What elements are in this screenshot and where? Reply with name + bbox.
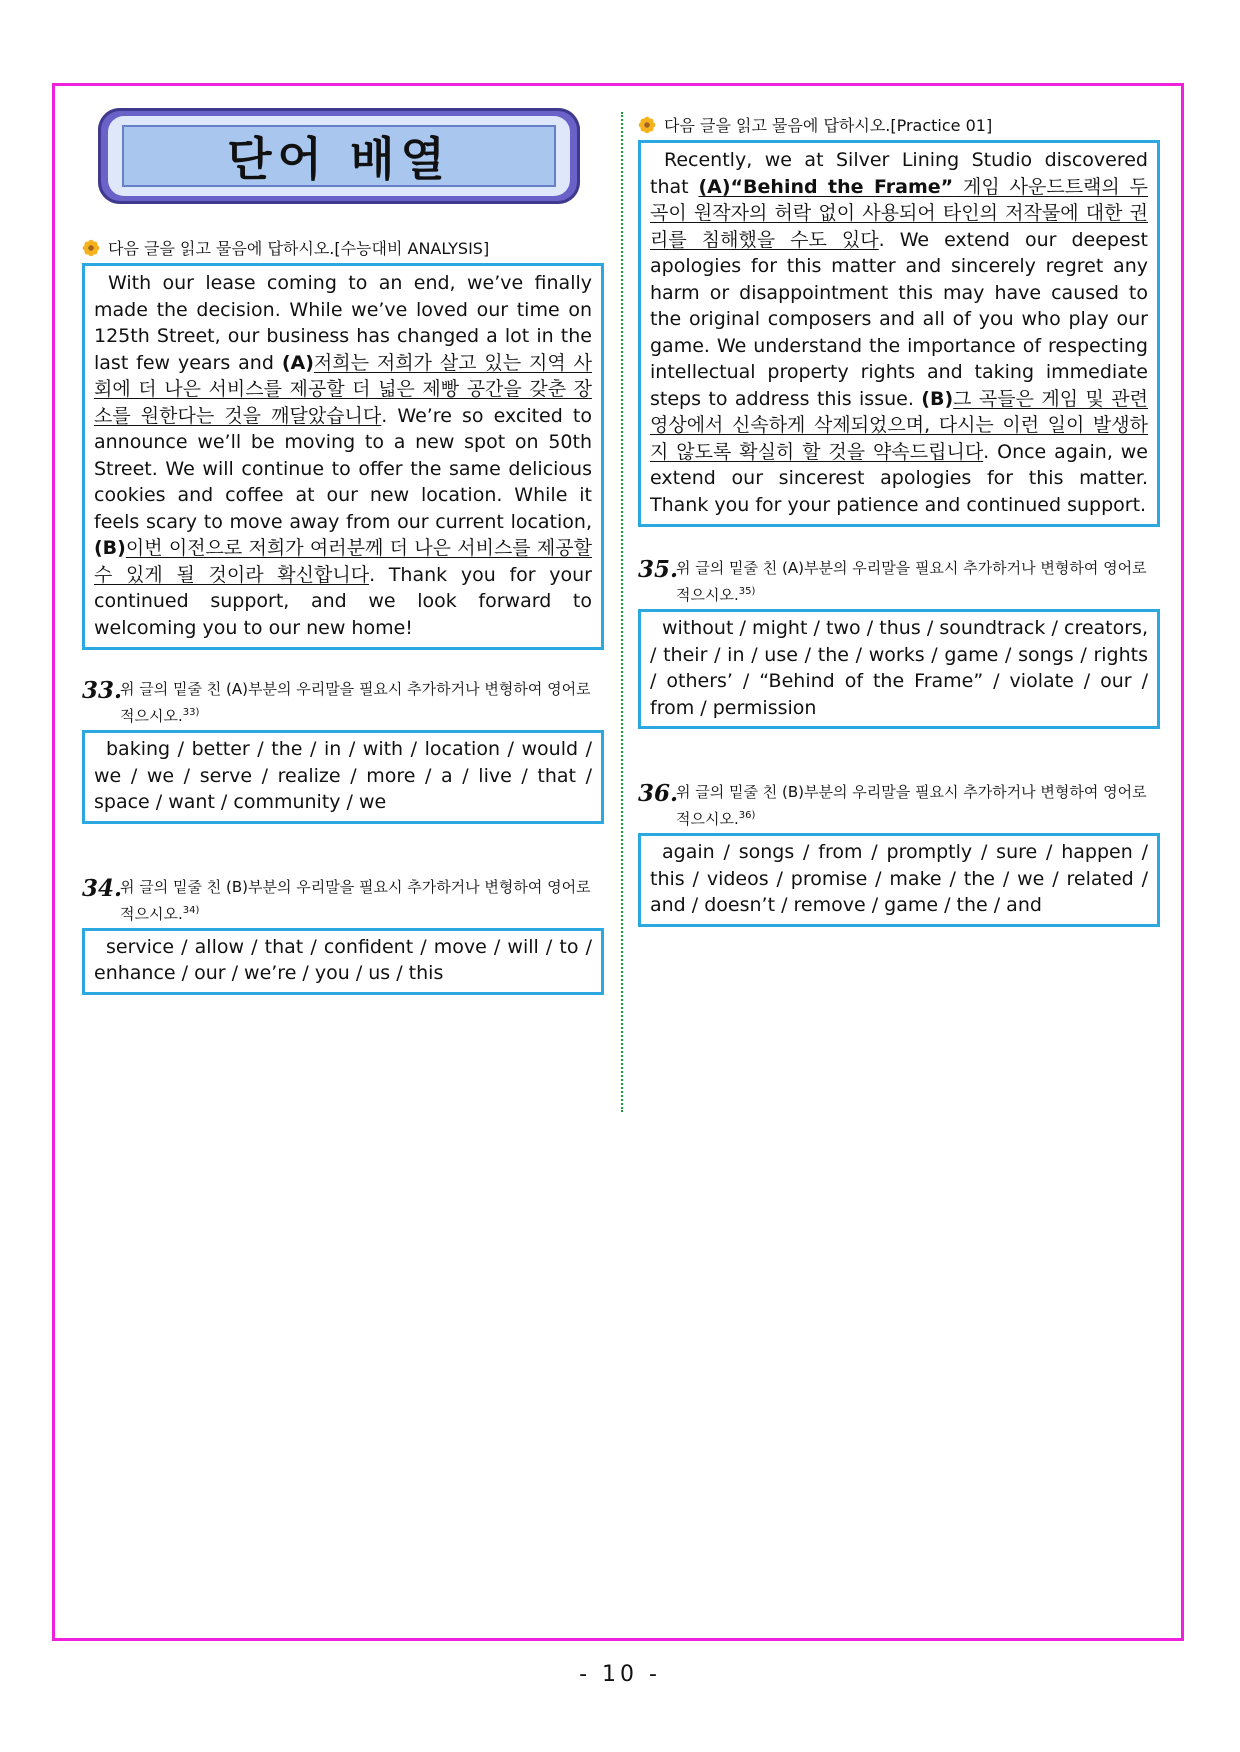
instruction-left xyxy=(82,236,604,259)
underlined-a: 게임 사운드트랙의 두 곡이 원작자의 허락 없이 사용되어 타인의 저작물에 대한 권리를 침해했을 수도 있다 xyxy=(650,175,1149,251)
label-a: (A) xyxy=(281,351,314,374)
label-b: (B) xyxy=(921,387,954,410)
word-bank-33: baking / better / the / in / with / location / would / we / we / serve / realize / more / a / live / that / space / want / community / we xyxy=(82,730,604,824)
word-bank-34: service / allow / that / confident / move / will / to / enhance / our / we’re / you / us / this xyxy=(82,928,604,995)
column-divider xyxy=(621,112,623,1112)
instruction-right xyxy=(638,113,1160,136)
word-bank-36: again / songs / from / promptly / sure / happen / this / videos / promise / make / the / we / related / and / doesn’t / remove / game / the / and xyxy=(638,833,1160,927)
title-banner xyxy=(98,108,580,204)
question-35 xyxy=(638,557,1160,607)
question-text: 위 글의 밑줄 친 (A)부분의 우리말을 필요시 추가하거나 변형하여 영어로 적으시오.$^{35)}$ xyxy=(676,559,1147,604)
question-number: 35. xyxy=(638,556,679,583)
word-bank-35: without / might / two / thus / soundtrack / creators, / their / in / use / the / works / game / songs / rights / others’ / “Behind of the Frame” / violate / our / from / permission xyxy=(638,609,1160,729)
question-number: 33. xyxy=(82,677,123,704)
underlined-b: 이번 이전으로 저희가 여러분께 더 나은 서비스를 제공할 수 있게 될 것이라 확신합니다 xyxy=(94,537,592,586)
label-a: (A)“Behind the Frame” xyxy=(698,175,954,198)
passage-left: With our lease coming to an end, we’ve finally made the decision. While we’ve loved our time on 125th Street, our business has changed a lot in the last few years and (A)저희는 저희가 살고 있는 지역 사회에 더 나은 서비스를 제공할 더 넓은 제빵 공간을 갖춘 장소를 원한다는 것을 깨달았습니다. We’re so excited to announce we’ll be moving to a new spot on 50th Street. We will continue to offer the same delicious cookies and coffee at our new location. While it feels scary to move away from our current location, (B)이번 이전으로 저희가 여러분께 더 나은 서비스를 제공할 수 있게 될 것이라 확신합니다. Thank you for your continued support, and we look forward to welcoming you to our new home! xyxy=(82,263,604,650)
passage-right: Recently, we at Silver Lining Studio discovered that (A)“Behind the Frame” 게임 사운드트랙의 두 곡이 원작자의 허락 없이 사용되어 타인의 저작물에 대한 권리를 침해했을 수도 있다. We extend our deepest apologies for this matter and sincerely regret any harm or disappointment this may have caused to the original composers and all of you who play our game. We understand the importance of respecting intellectual property rights and taking immediate steps to address this issue. (B)그 곡들은 게임 및 관련 영상에서 신속하게 삭제되었으며, 다시는 이런 일이 발생하지 않도록 확실히 할 것을 약속드립니다. Once again, we extend our sincerest apologies for this matter. Thank you for your patience and continued support. xyxy=(638,140,1160,527)
label-b: (B) xyxy=(94,537,126,559)
question-text: 위 글의 밑줄 친 (B)부분의 우리말을 필요시 추가하거나 변형하여 영어로 적으시오.$^{34)}$ xyxy=(120,877,591,923)
page-number: - 10 - xyxy=(579,1662,661,1687)
question-text: 위 글의 밑줄 친 (B)부분의 우리말을 필요시 추가하거나 변형하여 영어로 적으시오.$^{36)}$ xyxy=(676,783,1147,828)
instruction-text: 다음 글을 읽고 물음에 답하시오.[수능대비 ANALYSIS] xyxy=(108,239,490,258)
underlined-a: 저희는 저희가 살고 있는 지역 사회에 더 나은 서비스를 제공할 더 넓은 제빵 공간을 갖춘 장소를 원한다는 것을 깨달았습니다 xyxy=(94,351,592,427)
page-title: 단어 배열 xyxy=(227,132,451,186)
question-36 xyxy=(638,781,1160,831)
right-column xyxy=(638,108,1160,927)
question-number: 34. xyxy=(82,874,123,902)
flower-icon xyxy=(82,239,100,257)
underlined-b: 그 곡들은 게임 및 관련 영상에서 신속하게 삭제되었으며, 다시는 이런 일이 발생하지 않도록 확실히 할 것을 약속드립니다 xyxy=(650,387,1148,463)
question-number: 36. xyxy=(638,780,679,807)
question-text: 위 글의 밑줄 친 (A)부분의 우리말을 필요시 추가하거나 변형하여 영어로 적으시오.$^{33)}$ xyxy=(120,680,591,725)
question-33 xyxy=(82,678,604,728)
left-column xyxy=(82,108,604,995)
question-34 xyxy=(82,876,604,926)
instruction-text: 다음 글을 읽고 물음에 답하시오.[Practice 01] xyxy=(664,116,993,135)
flower-icon xyxy=(638,116,656,134)
